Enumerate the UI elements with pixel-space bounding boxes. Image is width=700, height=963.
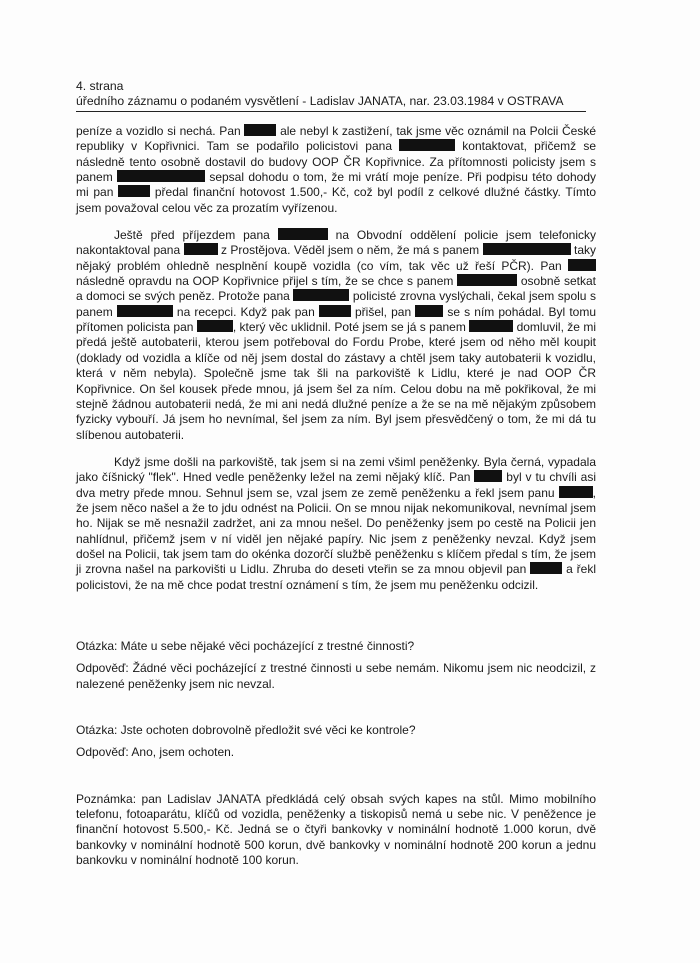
text-segment: sepsal dohodu o tom, že mi vrátí moje peníze. Při podpisu této dohody mi pan: [76, 170, 597, 200]
text-segment: domluvil, že mi předá ještě autobaterii, kterou jsem potřeboval do Fordu Probe, které jsem od něho měl koupit (doklady od vozidla a klíče od něj jsem dostal do zástavy a chtěl jsem taky autobaterii k vozidlu, která v něm nebyla). Společně jsme tak šli na parkoviště k Lidlu, které je nad OOP ČR Kopřivnice. On šel kousek přede mnou, já jsem šel za ním. Celou dobu na mě pokřikoval, že mi stejně žádnou autobaterii nedá, že mi ani nedá dlužné peníze a že se na mě nějakým způsobem fyzicky vybouří. Já jsem ho nevnímal, šel jsem za ním. Byl jsem přesvědčený o tom, že mi dá tu slíbenou autobaterii.: [76, 320, 596, 442]
text-segment: taky nějaký problém ohledně nesplnění koupě vozidla (co vím, tak věc už řeší PČR). Pan: [76, 243, 596, 273]
paragraph-1: [76, 124, 596, 216]
text-segment: ale nebyl k zastižení, tak jsme věc oznámil na Polcii České republiky v Kopřivnici. Tam se podařilo policistovi pana: [76, 124, 596, 154]
header-rule: [76, 111, 586, 112]
redaction-bar: [244, 124, 276, 136]
redaction-bar: [399, 139, 455, 151]
redaction-bar: [278, 228, 328, 240]
text-segment: , který věc uklidnil. Poté jsem se já s panem: [232, 320, 470, 335]
text-segment: z Prostějova. Věděl jsem o něm, že má s panem: [217, 243, 483, 258]
redaction-bar: [117, 170, 205, 182]
redaction-bar: [293, 289, 349, 301]
answer-1: Odpověď: Žádné věci pocházející z trestné činnosti u sebe nemám. Nikomu jsem nic neodcizil, z nalezené peněženky jsem nic nevzal.: [76, 661, 596, 691]
redaction-bar: [415, 305, 443, 317]
redaction-bar: [469, 320, 513, 332]
redaction-bar: [184, 243, 218, 255]
document-body: [76, 124, 596, 880]
text-segment: a řekl policistovi, že na mě chce podat trestní oznámení s tím, že jsem mu peněženku odcizil.: [76, 562, 596, 592]
document-subtitle: úředního záznamu o podaném vysvětlení - Ladislav JANATA, nar. 23.03.1984 v OSTRAVA: [76, 94, 564, 108]
redaction-bar: [117, 305, 173, 317]
page-header: [76, 79, 586, 112]
redaction-bar: [474, 470, 502, 482]
redaction-bar: [457, 274, 517, 286]
text-segment: kontaktovat, přičemž se následně tento osobně dostavil do budovy OOP ČR Kopřivnice. Za přítomnosti policisty jsem s panem: [76, 139, 597, 185]
redaction-bar: [197, 320, 233, 332]
redaction-bar: [483, 243, 571, 255]
text-segment: na recepci. Když pak pan: [172, 304, 319, 319]
text-segment: předal finanční hotovost 1.500,- Kč, což byl podíl z celkové dlužné částky. Tímto jsem považoval celou věc za prozatím vyřízenou.: [76, 185, 596, 215]
text-segment: byl v tu chvíli asi dva metry přede mnou. Sehnul jsem se, vzal jsem ze země peněženku a řekl jsem panu: [76, 470, 596, 500]
question-2: Otázka: Jste ochoten dobrovolně předložit své věci ke kontrole?: [76, 723, 416, 737]
text-segment: , že jsem něco našel a že to jdu odnést na Policii. On se mnou nijak nekomunikoval, nevnímal jsem ho. Nijak se mě nesnažil zadržet, ani za mnou nešel. Do peněženky jsem po cestě na Policii jen nahlídnul, přičemž jsem v ní viděl jen nějaké papíry. Nic jsem z peněženky nevzal. Když jsem došel na Policii, tak jsem tam do okénka dozorčí službě peněženku s klíčem předal s tím, že jsem ji zrovna našel na parkovišti u Lidlu. Zhruba do deseti vteřin se za mnou objevil pan: [76, 485, 596, 577]
redaction-bar: [559, 486, 593, 498]
page-number: 4. strana: [76, 79, 124, 93]
text-segment: se s ním pohádal. Byl tomu přítomen policista pan: [76, 304, 596, 335]
redaction-bar: [568, 259, 596, 271]
redaction-bar: [118, 185, 150, 197]
text-segment: osobně setkat a domoci se svých peněz. Protože pana: [76, 274, 596, 304]
text-segment: na Obvodní oddělení policie jsem telefonicky nakontaktoval pana: [76, 228, 597, 258]
redaction-bar: [530, 562, 562, 574]
text-segment: policisté zrovna vyslýchali, čekal jsem spolu s panem: [76, 289, 596, 319]
text-segment: přišel, pan: [350, 304, 416, 319]
redaction-bar: [319, 305, 351, 317]
paragraph-2: [76, 228, 596, 443]
paragraph-3: [76, 455, 596, 593]
text-segment: Když jsme došli na parkoviště, tak jsem si na zemi všiml peněženky. Byla černá, vypadala jako číšnický "flek". Hned vedle peněženky ležel na zemi nějaký klíč. Pan: [76, 454, 596, 485]
text-segment: následně opravdu na OOP Kopřivnice přijel s tím, že se chce s panem: [76, 274, 458, 289]
text-segment: Ještě před příjezdem pana: [114, 228, 278, 243]
text-segment: peníze a vozidlo si nechá. Pan: [76, 124, 245, 138]
answer-2: Odpověď: Ano, jsem ochoten.: [76, 745, 235, 760]
question-1: Otázka: Máte u sebe nějaké věci pocházející z trestné činnosti?: [76, 638, 415, 653]
note-paragraph: Poznámka: pan Ladislav JANATA předkládá celý obsah svých kapes na stůl. Mimo mobilního telefonu, fotoaparátu, klíčů od vozidla, peněženky a tiskopisů nemá u sebe nic. V peněžence je finanční hotovost 5.500,- Kč. Jedná se o čtyři bankovky v nominální hodnotě 1.000 korun, dvě bankovky v nominální hodnotě 500 korun, dvě bankovky v nominální hodnotě 200 korun a jednu bankovku v nominální hodnotě 100 korun.: [76, 791, 596, 868]
